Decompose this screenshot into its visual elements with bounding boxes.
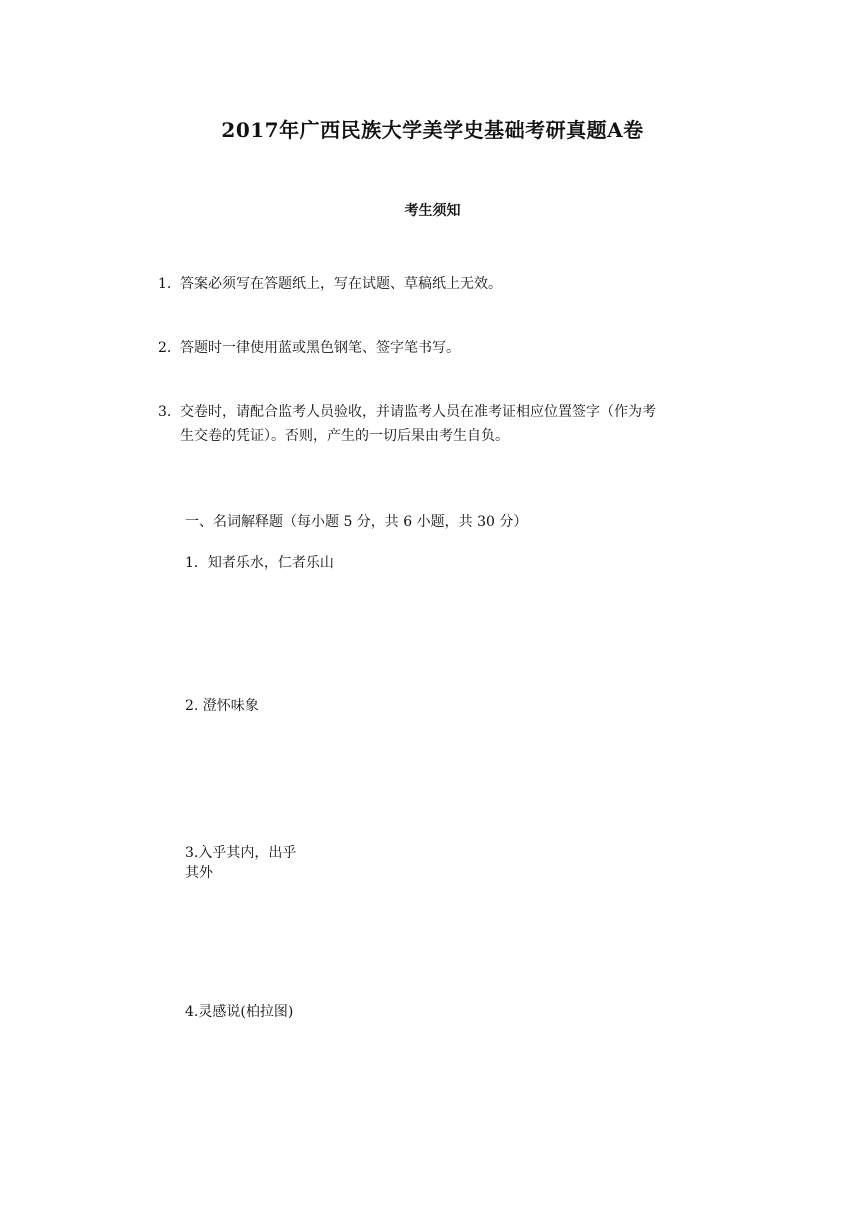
page-title: 2017年广西民族大学美学史基础考研真题A卷 <box>221 118 644 142</box>
rule-item-3 <box>158 400 656 448</box>
rule-number: 3. <box>158 404 172 420</box>
rule-text-continued: 生交卷的凭证）。否则，产生的一切后果由考生自负。 <box>180 428 509 444</box>
notice-heading: 考生须知 <box>404 203 461 219</box>
rule-number: 1. <box>158 276 172 292</box>
rule-item-2 <box>158 336 460 360</box>
question-3-line-1: 3.入乎其内，出乎 <box>185 845 297 861</box>
section-heading: 一、名词解释题（每小题 5 分，共 6 小题，共 30 分） <box>185 514 528 530</box>
rule-text: 答题时一律使用蓝或黑色钢笔、签字笔书写。 <box>180 340 460 356</box>
rule-text: 交卷时，请配合监考人员验收，并请监考人员在准考证相应位置签字（作为考 <box>180 404 656 420</box>
question-3-line-2: 其外 <box>185 865 213 881</box>
question-4: 4.灵感说(柏拉图) <box>185 1004 294 1020</box>
rule-number: 2. <box>158 340 172 356</box>
question-2: 2. 澄怀味象 <box>185 698 259 714</box>
rule-text: 答案必须写在答题纸上，写在试题、草稿纸上无效。 <box>180 276 502 292</box>
question-3 <box>185 843 296 883</box>
rule-item-1 <box>158 272 502 296</box>
question-1: 1．知者乐水，仁者乐山 <box>185 555 334 571</box>
